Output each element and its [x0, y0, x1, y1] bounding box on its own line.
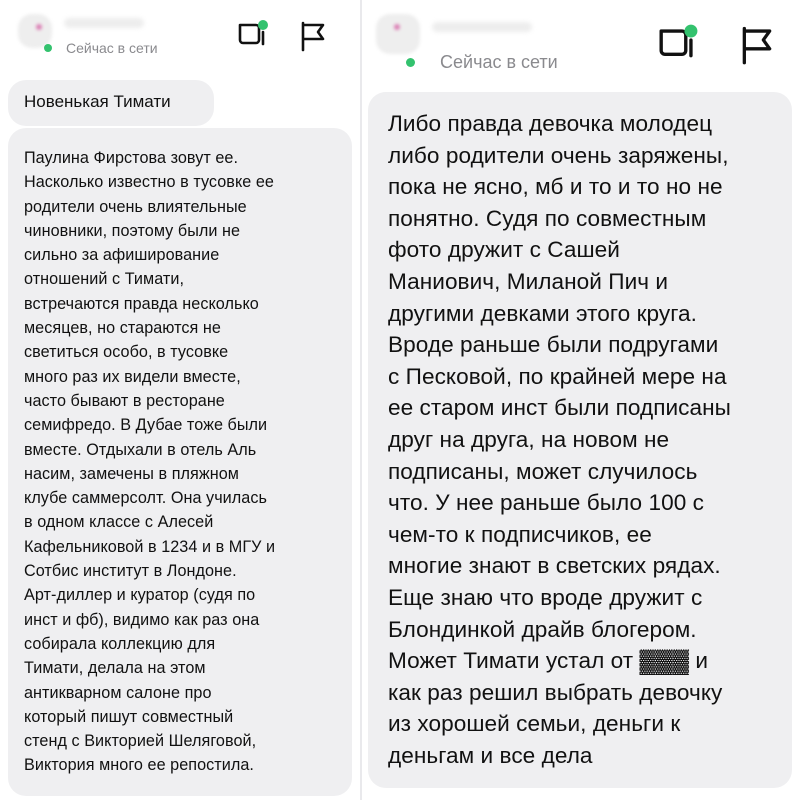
message-bubble[interactable]: [368, 92, 792, 788]
online-status-dot: [44, 44, 52, 52]
contact-name-redacted: [64, 18, 144, 28]
online-status-text: Сейчас в сети: [440, 52, 558, 72]
message-text: Новенькая Тимати: [24, 92, 171, 111]
right-chat-panel: [362, 0, 800, 800]
message-text: Либо правда девочка молодец либо родители очень заряжены, пока не ясно, мб и то и то но не понятно. Судя по совместным фото дружит с Сашей Маниович, Миланой Пич и другими девками этого круга. Вроде раньше были подругами с Песковой, по крайней мере на ее старом инст были подписаны друг на друга, на новом не подписаны, может случилось что. У нее раньше было 100 с чем-то к подписчиков, ее многие знают в светских рядах. Еще знаю что вроде дружит с Блондинкой драйв блогером. Может Тимати устал от ▓▓▓ и как раз решил выбрать девочку из хорошей семьи, деньги к деньгам и все дела: [388, 111, 731, 768]
left-chat-panel: [0, 0, 362, 800]
online-status-dot: [406, 58, 415, 67]
message-bubble[interactable]: [8, 80, 214, 126]
video-chat-icon[interactable]: [236, 18, 270, 52]
flag-icon[interactable]: [298, 20, 328, 52]
contact-name-redacted: [432, 22, 532, 32]
contact-avatar[interactable]: [18, 14, 52, 48]
video-chat-icon[interactable]: [656, 22, 700, 66]
message-text: Паулина Фирстова зовут ее. Насколько известно в тусовке ее родители очень влиятельные чиновники, поэтому были не сильно за афиширование отношений с Тимати, встречаются правда несколько месяцев, но стараются не светиться особо, в тусовке много раз их видели вместе, часто бывают в ресторане семифредо. В Дубае тоже были вместе. Отдыхали в отель Аль насим, замечены в пляжном клубе саммерсолт. Она училась в одном классе с Алесей Кафельниковой в 1234 и в МГУ и Сотбис институт в Лондоне. Арт-диллер и куратор (судя по инст и фб), видимо как раз она собирала коллекцию для Тимати, делала на этом антикварном салоне про который пишут совместный стенд с Викторией Шеляговой, Виктория много ее репостила.: [24, 149, 276, 775]
online-status-text: Сейчас в сети: [66, 40, 158, 56]
message-bubble[interactable]: [8, 128, 352, 796]
contact-avatar[interactable]: [376, 14, 420, 54]
flag-icon[interactable]: [738, 24, 776, 66]
